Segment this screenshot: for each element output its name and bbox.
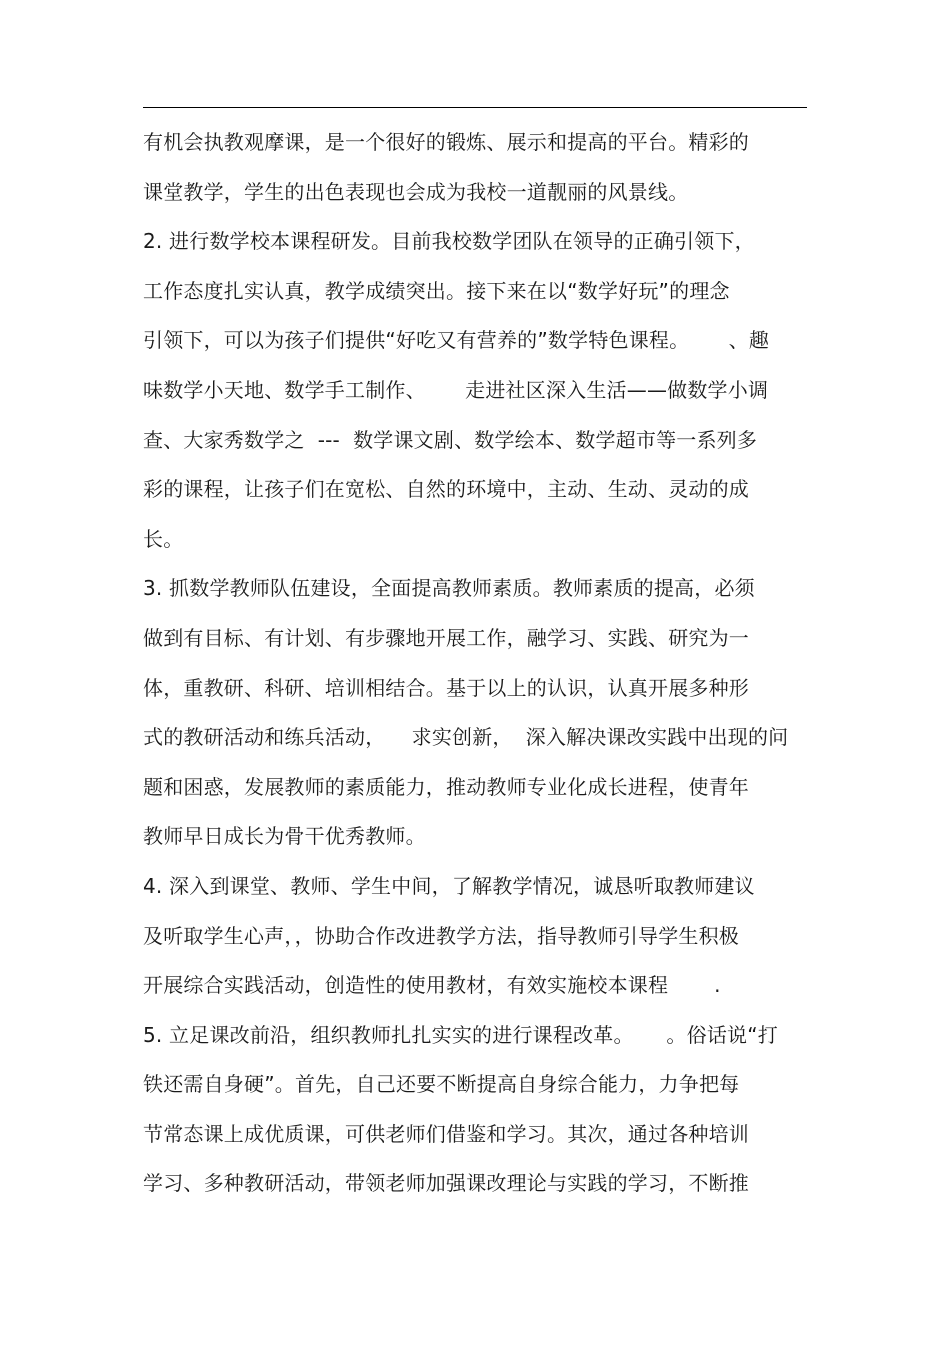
text-line: 式的教研活动和练兵活动， 求实创新， 深入解决课改实践中出现的问 <box>143 725 789 750</box>
text-line: 教师早日成长为骨干优秀教师。 <box>143 824 426 849</box>
text-line: 查、大家秀数学之 --- 数学课文剧、数学绘本、数学超市等一系列多 <box>143 427 758 452</box>
text-line: 开展综合实践活动，创造性的使用教材，有效实施校本课程 . <box>143 973 721 998</box>
text-line: 有机会执教观摩课，是一个很好的锻炼、展示和提高的平台。精彩的 <box>143 130 749 154</box>
text-line: 及听取学生心声，，协助合作改进教学方法，指导教师引导学生积极 <box>143 923 739 948</box>
text-line: 2. 进行数学校本课程研发。目前我校数学团队在领导的正确引领下， <box>143 229 755 254</box>
text-line: 铁还需自身硬”。首先，自己还要不断提高自身综合能力，力争把每 <box>143 1072 740 1097</box>
body-text <box>143 118 823 1209</box>
text-line: 3. 抓数学教师队伍建设，全面提高教师素质。教师素质的提高，必须 <box>143 576 755 601</box>
text-line: 学习、多种教研活动，带领老师加强课改理论与实践的学习，不断推 <box>143 1171 749 1196</box>
text-line: 工作态度扎实认真，教学成绩突出。接下来在以“数学好玩”的理念 <box>143 278 730 303</box>
text-line: 体，重教研、科研、培训相结合。基于以上的认识，认真开展多种形 <box>143 675 749 700</box>
text-line: 节常态课上成优质课，可供老师们借鉴和学习。其次，通过各种培训 <box>143 1121 749 1146</box>
text-line: 题和困惑，发展教师的素质能力，推动教师专业化成长进程，使青年 <box>143 774 749 799</box>
text-line: 长。 <box>143 526 184 551</box>
text-line: 引领下，可以为孩子们提供“好吃又有营养的”数学特色课程。 、趣 <box>143 328 770 353</box>
text-line: 彩的课程，让孩子们在宽松、自然的环境中，主动、生动、灵动的成 <box>143 477 749 502</box>
text-line: 味数学小天地、数学手工制作、 走进社区深入生活——做数学小调 <box>143 377 769 402</box>
text-line: 课堂教学，学生的出色表现也会成为我校一道靓丽的风景线。 <box>143 179 689 204</box>
header-rule <box>143 107 807 108</box>
text-line: 做到有目标、有计划、有步骤地开展工作，融学习、实践、研究为一 <box>143 625 749 650</box>
text-line: 5. 立足课改前沿，组织教师扎扎实实的进行课程改革。 。俗话说“打 <box>143 1022 778 1047</box>
text-line: 4. 深入到课堂、教师、学生中间，了解教学情况，诚恳听取教师建议 <box>143 873 755 898</box>
